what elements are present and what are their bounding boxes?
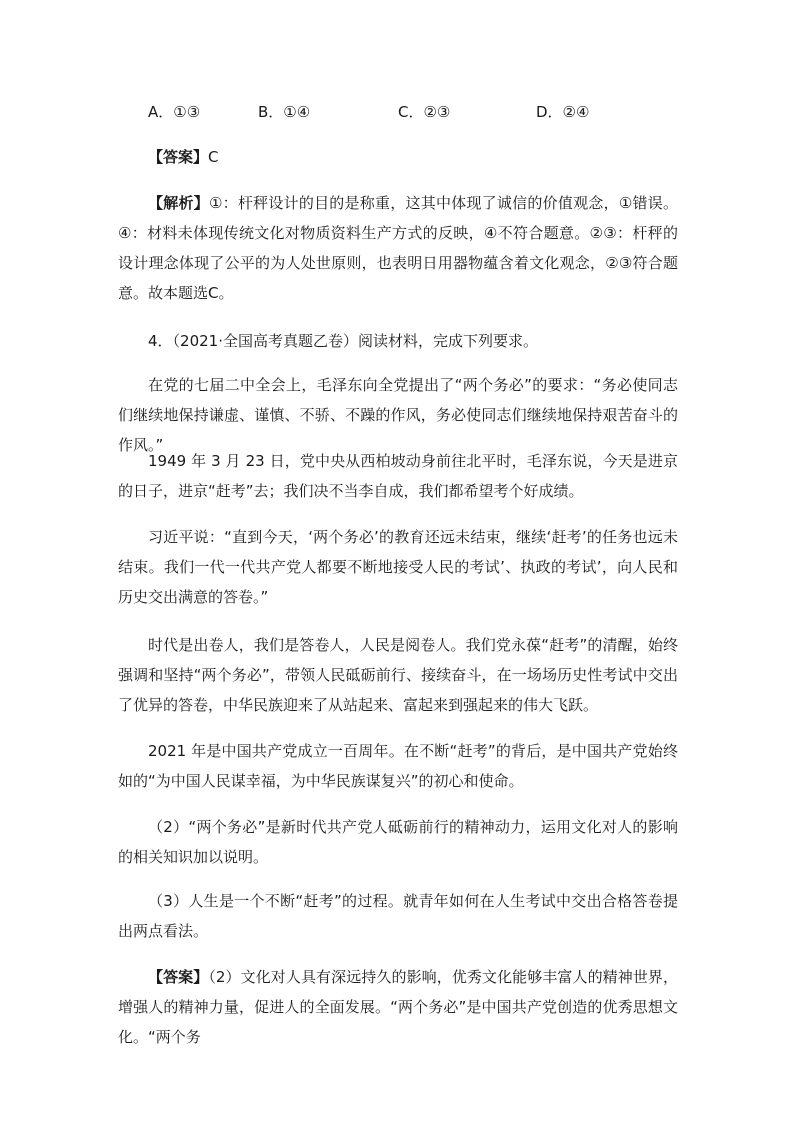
analysis-label: 【解析】: [148, 194, 209, 212]
option-a: A．①③: [148, 103, 201, 121]
material-paragraph-3: 习近平说：“直到今天，‘两个务必’的教育还远未结束，继续‘赶考’的任务也远未结束。我们一代一代共产党人都要不断地接受人民的考试’、执政的考试’，向人民和历史交出满意的答卷。”: [118, 528, 678, 606]
analysis-text: ①：杆秤设计的目的是称重，这其中体现了诚信的价值观念，①错误。④：材料未体现传统文化对物质资料生产方式的反映，④不符合题意。②③：杆秤的设计理念体现了公平的为人处世原则，也表明日用器物蕴含着文化观念，②③符合题意。故本题选C。: [118, 194, 678, 302]
option-d: D．②④: [536, 103, 590, 121]
answer-options: [148, 100, 708, 124]
sub-question-3: （3）人生是一个不断“赶考”的过程。就青年如何在人生考试中交出合格答卷提出两点看法。: [118, 892, 678, 940]
material-paragraph-4: 时代是出卷人，我们是答卷人，人民是阅卷人。我们党永葆“赶考”的清醒，始终强调和坚持“两个务必”，带领人民砥砺前行、接续奋斗，在一场场历史性考试中交出了优异的答卷，中华民族迎来了从站起来、富起来到强起来的伟大飞跃。: [118, 636, 678, 714]
material-paragraph-1: 在党的七届二中全会上，毛泽东向全党提出了“两个务必”的要求：“务必使同志们继续地保持谦虚、谨慎、不骄、不躁的作风，务必使同志们继续地保持艰苦奋斗的作风。”: [118, 376, 678, 454]
option-b: B．①④: [258, 103, 311, 121]
answer-paragraph: [118, 142, 678, 172]
option-c: C．②③: [398, 103, 451, 121]
answer2-paragraph: [118, 962, 678, 1052]
material-paragraph-5: 2021 年是中国共产党成立一百周年。在不断“赶考”的背后，是中国共产党始终如的“为中国人民谋幸福，为中华民族谋复兴”的初心和使命。: [118, 742, 678, 790]
sub-question-2: （2）“两个务必”是新时代共产党人砥砺前行的精神动力，运用文化对人的影响的相关知识加以说明。: [118, 818, 678, 866]
answer2-text: （2）文化对人具有深远持久的影响，优秀文化能够丰富人的精神世界，增强人的精神力量，促进人的全面发展。“两个务必”是中国共产党创造的优秀思想文化。“两个务: [118, 968, 678, 1046]
answer-label: 【答案】: [148, 148, 209, 166]
material-paragraph-2: 1949 年 3 月 23 日，党中央从西柏坡动身前往北平时，毛泽东说，今天是进京的日子，进京“赶考”去；我们决不当李自成，我们都希望考个好成绩。: [118, 452, 678, 500]
analysis-paragraph: [118, 188, 678, 308]
answer2-label: 【答案】: [148, 968, 209, 986]
answer-text: C: [208, 148, 219, 166]
question-heading: 4．（2021·全国高考真题乙卷）阅读材料，完成下列要求。: [148, 332, 538, 350]
